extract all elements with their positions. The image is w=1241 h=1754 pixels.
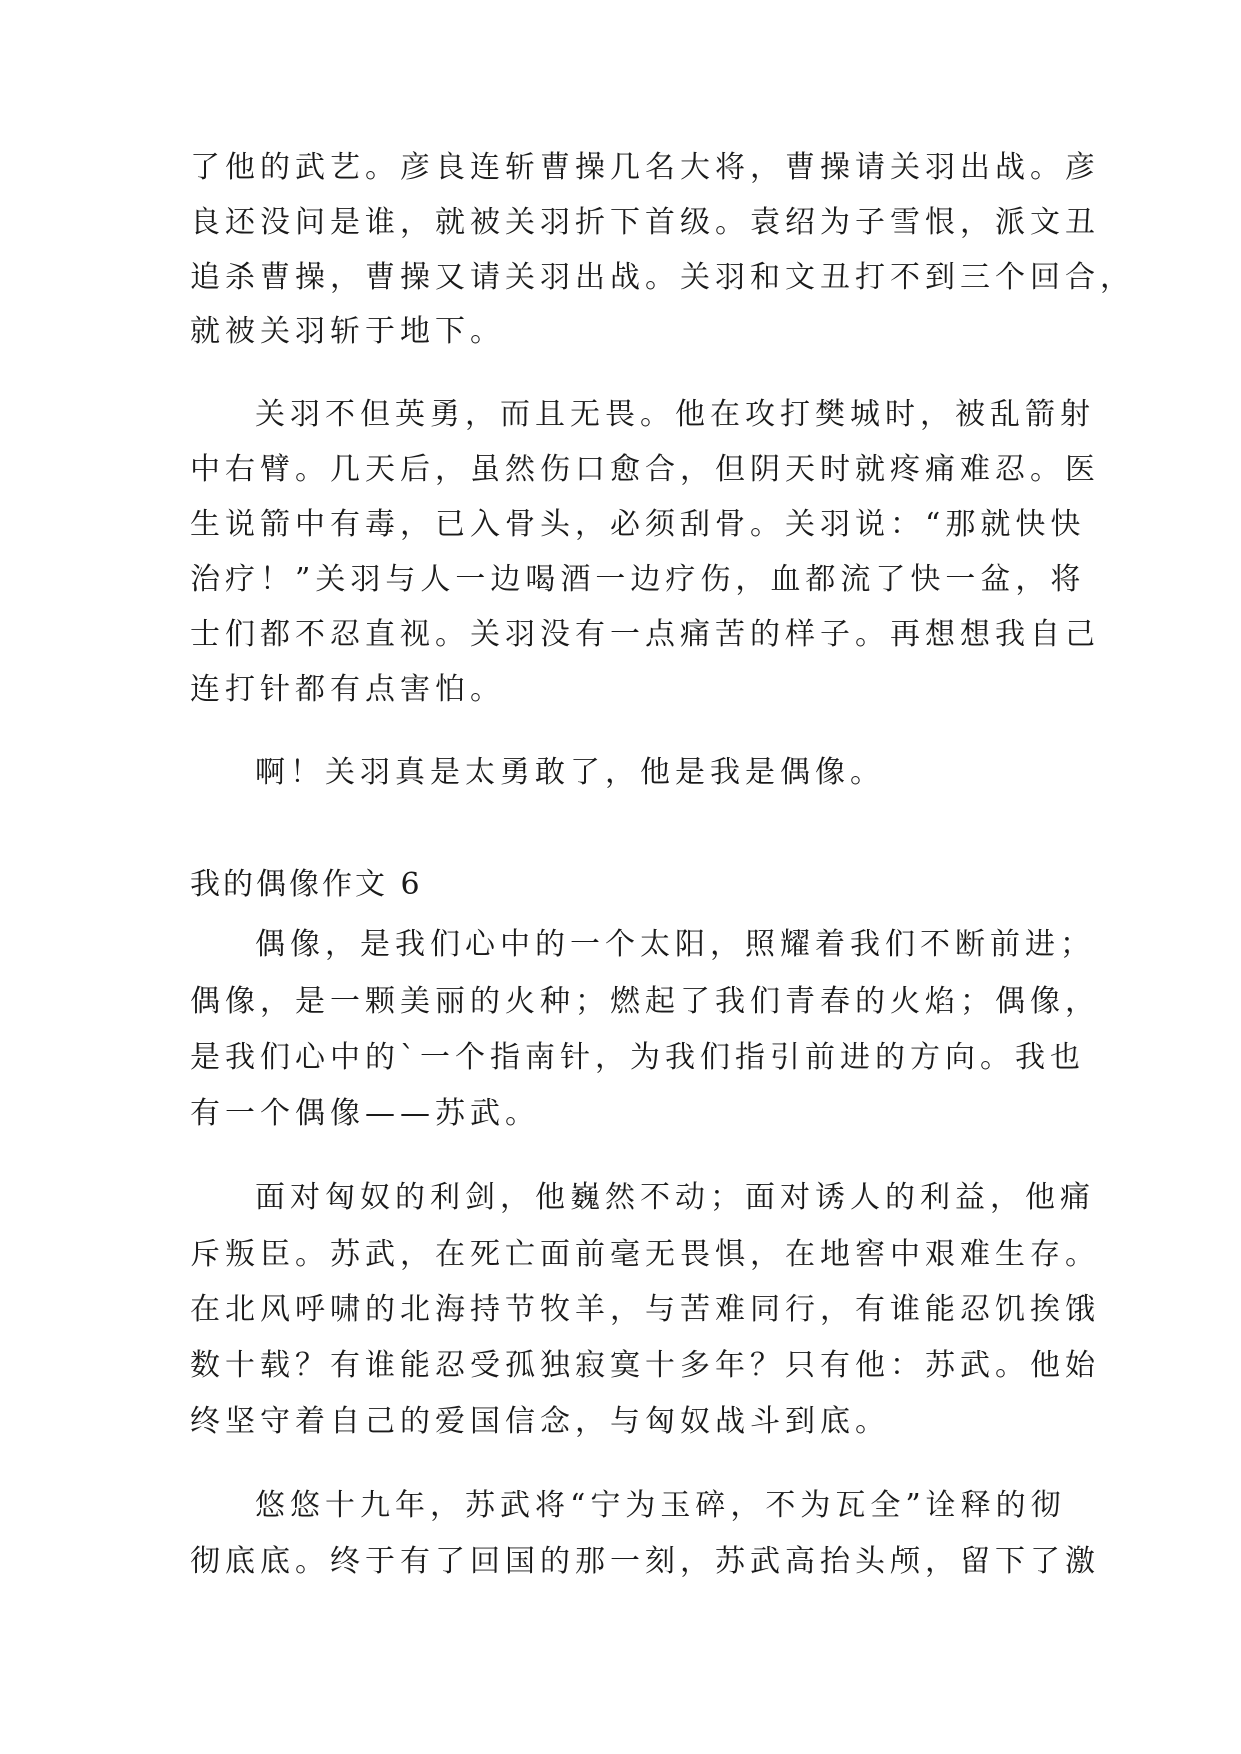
paragraph-line: 是我们心中的`一个指南针，为我们指引前进的方向。我也 xyxy=(190,1040,1085,1075)
paragraph-line: 啊！关羽真是太勇敢了，他是我是偶像。 xyxy=(255,755,885,790)
paragraph-line: 中右臂。几天后，虽然伤口愈合，但阴天时就疼痛难忍。医 xyxy=(190,452,1100,487)
paragraph-line: 有一个偶像——苏武。 xyxy=(190,1096,540,1131)
paragraph-line: 斥叛臣。苏武，在死亡面前毫无畏惧，在地窖中艰难生存。 xyxy=(190,1237,1100,1272)
paragraph-line: 了他的武艺。彦良连斩曹操几名大将，曹操请关羽出战。彦 xyxy=(190,150,1100,185)
paragraph-line: 终坚守着自己的爱国信念，与匈奴战斗到底。 xyxy=(190,1404,890,1439)
paragraph-line: 连打针都有点害怕。 xyxy=(190,672,505,707)
paragraph-line: 关羽不但英勇，而且无畏。他在攻打樊城时，被乱箭射 xyxy=(255,397,1095,432)
paragraph-line: 就被关羽斩于地下。 xyxy=(190,314,505,349)
section-title: 我的偶像作文 6 xyxy=(190,867,423,902)
paragraph-line: 偶像，是一颗美丽的火种；燃起了我们青春的火焰；偶像， xyxy=(190,984,1100,1019)
paragraph-line: 士们都不忍直视。关羽没有一点痛苦的样子。再想想我自己 xyxy=(190,617,1100,652)
paragraph-line: 彻底底。终于有了回国的那一刻，苏武高抬头颅，留下了激 xyxy=(190,1544,1100,1579)
paragraph-line: 悠悠十九年，苏武将“宁为玉碎，不为瓦全”诠释的彻 xyxy=(255,1488,1066,1523)
paragraph-line: 偶像，是我们心中的一个太阳，照耀着我们不断前进； xyxy=(255,927,1095,962)
paragraph-line: 在北风呼啸的北海持节牧羊，与苦难同行，有谁能忍饥挨饿 xyxy=(190,1292,1100,1327)
paragraph-line: 生说箭中有毒，已入骨头，必须刮骨。关羽说：“那就快快 xyxy=(190,507,1086,542)
paragraph-line: 治疗！”关羽与人一边喝酒一边疗伤，血都流了快一盆，将 xyxy=(190,562,1086,597)
paragraph-line: 良还没问是谁，就被关羽折下首级。袁绍为子雪恨，派文丑 xyxy=(190,205,1100,240)
paragraph-line: 数十载？有谁能忍受孤独寂寞十多年？只有他：苏武。他始 xyxy=(190,1348,1100,1383)
paragraph-line: 追杀曹操，曹操又请关羽出战。关羽和文丑打不到三个回合， xyxy=(190,260,1135,295)
paragraph-line: 面对匈奴的利剑，他巍然不动；面对诱人的利益，他痛 xyxy=(255,1180,1095,1215)
